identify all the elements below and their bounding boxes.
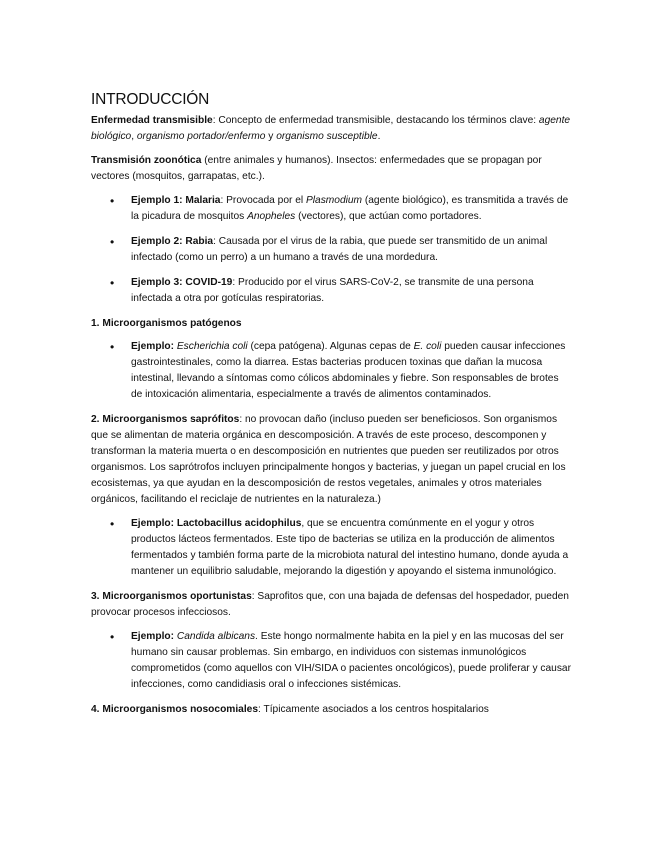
list-item: • Ejemplo 2: Rabia: Causada por el virus de la rabia, que puede ser transmitido de un animal infectado (como un perro) a un humano a través de una mordedura. [91,234,571,266]
zoonotic-paragraph: Transmisión zoonótica (entre animales y humanos). Insectos: enfermedades que se propagan por vectores (mosquitos, garrapatas, etc.). [91,155,542,182]
section-2-paragraph: 2. Microorganismos saprófitos: no provocan daño (incluso pueden ser beneficiosos. Son organismos que se alimentan de materia orgánica en descomposición. A través de este proceso, descomponen y transforman la materia muerta o en descomposición en nutrientes que pueden ser reutilizados por otros organismos. Los saprótrofos incluyen principalmente hongos y bacterias, y juegan un papel crucial en los ecosistemas, ya que ayudan en la descomposición de restos vegetales, animales y otros materiales orgánicos, facilitando el reciclaje de nutrientes en la naturaleza.) [91,414,566,505]
list-item: • Ejemplo: Escherichia coli (cepa patógena). Algunas cepas de E. coli pueden causar infecciones gastrointestinales, como la diarrea. Estas bacterias producen toxinas que dañan la mucosa intestinal, llevando a síntomas como cólicos abdominales y fiebre. Son responsables de brotes de intoxicación alimentaria, especialmente a través de alimentos contaminados. [91,339,571,403]
intro-term: Enfermedad transmisible [91,115,213,126]
section-3-list [91,629,571,693]
list-item: • Ejemplo: Lactobacillus acidophilus, que se encuentra comúnmente en el yogur y otros productos lácteos fermentados. Este tipo de bacterias se utiliza en la producción de alimentos fermentados y también forma parte de la microbiota natural del intestino humano, donde ayuda a mantener un equilibrio saludable, mejorando la digestión y apoyando el sistema inmunológico. [91,516,571,580]
list-item: • Ejemplo 3: COVID-19: Producido por el virus SARS-CoV-2, se transmite de una persona infectada a otra por gotículas respiratorias. [91,275,571,307]
list-item: • Ejemplo: Candida albicans. Este hongo normalmente habita en la piel y en las mucosas del ser humano sin causar problemas. Sin embargo, en individuos con sistemas inmunológicos comprometidos (como aquellos con VIH/SIDA o pacientes oncológicos), puede proliferar y causar infecciones, como candidiasis oral o infecciones sistémicas. [91,629,571,693]
section-4-heading: 4. Microorganismos nosocomiales [91,704,259,715]
section-2-heading: 2. Microorganismos saprófitos [91,414,240,425]
document-body [91,90,571,726]
zoonotic-term: Transmisión zoonótica [91,155,202,166]
list-item: • Ejemplo 1: Malaria: Provocada por el Plasmodium (agente biológico), es transmitida a través de la picadura de mosquitos Anopheles (vectores), que actúan como portadores. [91,193,571,225]
section-1-heading: 1. Microorganismos patógenos [91,318,242,329]
intro-paragraph: Enfermedad transmisible: Concepto de enfermedad transmisible, destacando los términos clave: agente biológico, organismo portador/enfermo y organismo susceptible. [91,115,571,142]
section-2-list [91,516,571,580]
section-3-heading: 3. Microorganismos oportunistas [91,591,252,602]
section-3-paragraph: 3. Microorganismos oportunistas: Saprofitos que, con una bajada de defensas del hospedador, pueden provocar procesos infecciosos. [91,591,569,618]
page-title: INTRODUCCIÓN [91,91,210,108]
section-1-list [91,339,571,403]
zoonotic-examples-list [91,193,571,307]
section-4-paragraph: 4. Microorganismos nosocomiales: Típicamente asociados a los centros hospitalarios [91,704,489,715]
